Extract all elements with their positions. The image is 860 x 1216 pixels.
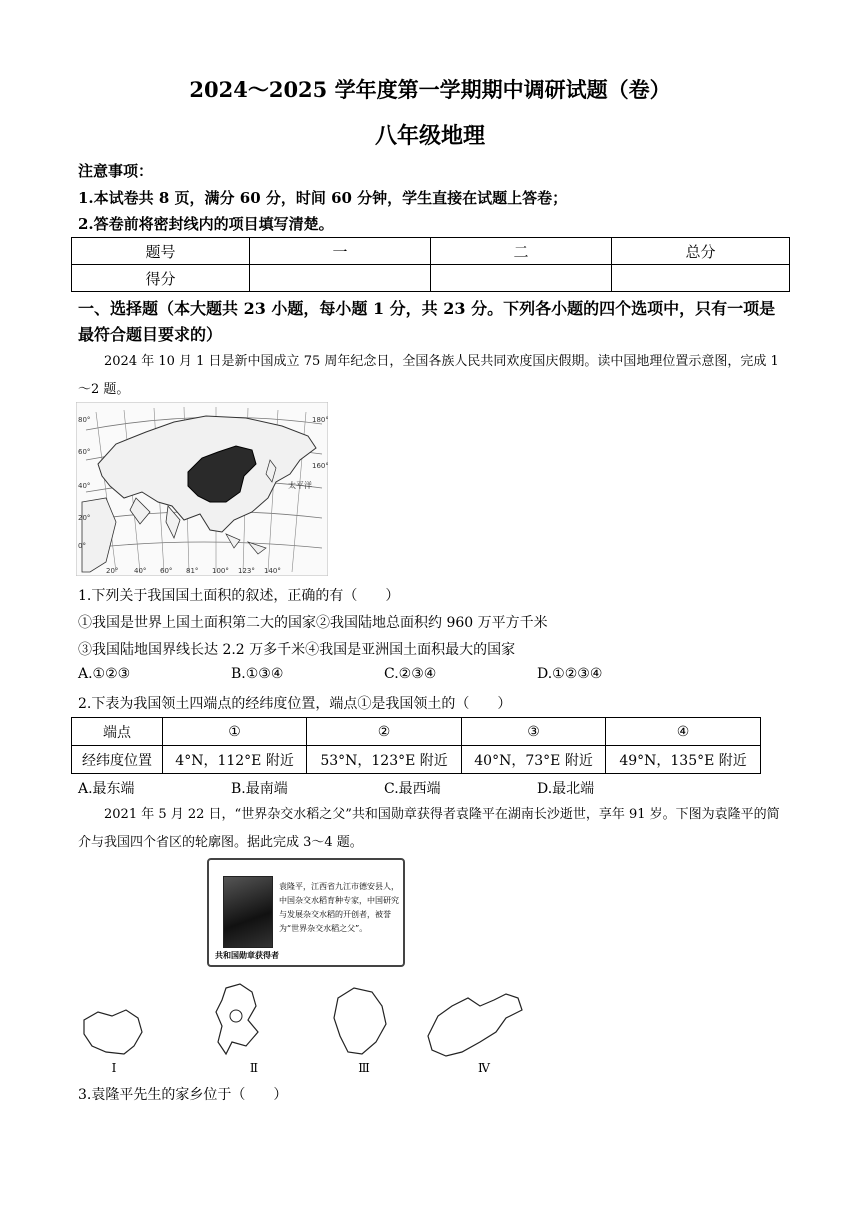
province-outlines: [76, 976, 566, 1076]
q1-options: [78, 666, 718, 682]
note-item-1: 1.本试卷共 8 页，满分 60 分，时间 60 分钟，学生直接在试题上答卷；: [78, 189, 568, 207]
province-outline-3: [334, 988, 386, 1054]
extreme-points-table: [71, 717, 761, 774]
province-outline-2-inner: [230, 1010, 242, 1022]
passage-1: 2024 年 10 月 1 日是新中国成立 75 周年纪念日，全国各族人民共同欢度国庆假期。读中国地理位置示意图，完成 1～2 题。: [78, 354, 779, 397]
passage-2: 2021 年 5 月 22 日，“世界杂交水稻之父”共和国勋章获得者袁隆平在湖南长沙逝世，享年 91 岁。下图为袁隆平的简介与我国四个省区的轮廓图。据此完成 3～4 题。: [78, 807, 780, 850]
coords-header-3: ③: [461, 718, 605, 746]
score-header-part1: 一: [250, 238, 431, 265]
profile-caption: 共和国勋章获得者: [215, 951, 279, 960]
lon-bottom-140: 140°: [264, 567, 281, 575]
portrait-photo: [223, 876, 273, 948]
q3-stem: 3.袁隆平先生的家乡位于（ ）: [78, 1087, 288, 1103]
score-cell-total[interactable]: [612, 265, 790, 292]
score-cell-part1[interactable]: [250, 265, 431, 292]
profile-text: 袁隆平，江西省九江市德安县人，中国杂交水稻育种专家，中国研究与发展杂交水稻的开创者，被誉为“世界杂交水稻之父”。: [279, 882, 399, 933]
province-label-1: Ⅰ: [111, 1061, 117, 1075]
coords-row-label: 经纬度位置: [72, 746, 163, 774]
q1-stem: 1.下列关于我国国土面积的叙述，正确的有（ ）: [78, 588, 400, 604]
province-outline-1: [84, 1010, 142, 1054]
province-label-4: Ⅳ: [478, 1061, 490, 1075]
q2-option-a[interactable]: A.最东端: [78, 781, 135, 797]
lon-bottom-60: 60°: [160, 567, 173, 575]
q1-option-a[interactable]: A.①②③: [78, 666, 131, 682]
china-location-map: [76, 402, 328, 576]
q2-option-d[interactable]: D.最北端: [537, 781, 595, 797]
province-label-2: Ⅱ: [249, 1061, 259, 1075]
ocean-label: 太平洋: [288, 481, 312, 490]
q2-option-b[interactable]: B.最南端: [231, 781, 288, 797]
lon-label-180: 180°: [312, 416, 328, 424]
coords-header-label: 端点: [72, 718, 163, 746]
score-header-question: 题号: [72, 238, 250, 265]
lat-label-60: 60°: [78, 448, 91, 456]
lon-bottom-40: 40°: [134, 567, 147, 575]
lon-bottom-123: 123°: [238, 567, 255, 575]
score-cell-part2[interactable]: [431, 265, 612, 292]
lat-label-80: 80°: [78, 416, 91, 424]
q1-option-c[interactable]: C.②③④: [384, 666, 437, 682]
q1-option-d[interactable]: D.①②③④: [537, 666, 603, 682]
score-header-total: 总分: [612, 238, 790, 265]
q1-line2: ③我国陆地国界线长达 2.2 万多千米④我国是亚洲国土面积最大的国家: [78, 642, 516, 658]
coords-header-4: ④: [606, 718, 761, 746]
section-heading: 一、选择题（本大题共 23 小题，每小题 1 分，共 23 分。下列各小题的四个选项中，只有一项是最符合题目要求的）: [78, 299, 776, 344]
score-table: [71, 237, 790, 292]
coords-header-1: ①: [163, 718, 307, 746]
score-header-part2: 二: [431, 238, 612, 265]
notes-heading: 注意事项：: [78, 162, 154, 180]
province-label-3: Ⅲ: [358, 1061, 370, 1075]
profile-card: [207, 858, 405, 967]
exam-subtitle: 八年级地理: [374, 123, 485, 149]
lat-label-40: 40°: [78, 482, 91, 490]
lon-bottom-100: 100°: [212, 567, 229, 575]
q2-option-c[interactable]: C.最西端: [384, 781, 441, 797]
coords-cell-1: 4°N，112°E 附近: [163, 746, 307, 774]
q2-stem: 2.下表为我国领土四端点的经纬度位置，端点①是我国领土的（ ）: [78, 696, 512, 712]
coords-cell-4: 49°N，135°E 附近: [606, 746, 761, 774]
lat-label-20: 20°: [78, 514, 91, 522]
coords-cell-2: 53°N，123°E 附近: [307, 746, 462, 774]
score-row-label: 得分: [72, 265, 250, 292]
lon-bottom-81: 81°: [186, 567, 199, 575]
coords-cell-3: 40°N，73°E 附近: [461, 746, 605, 774]
q2-options: [78, 778, 718, 798]
province-outline-2: [216, 984, 258, 1054]
note-item-2: 2.答卷前将密封线内的项目填写清楚。: [78, 215, 334, 233]
map-figure: [76, 402, 328, 576]
coords-header-2: ②: [307, 718, 462, 746]
q1-line1: ①我国是世界上国土面积第二大的国家②我国陆地总面积约 960 万平方千米: [78, 615, 548, 631]
lat-label-0: 0°: [78, 542, 86, 550]
province-outlines-figure: [76, 976, 566, 1076]
lon-bottom-20: 20°: [106, 567, 119, 575]
exam-title: 2024～2025 学年度第一学期期中调研试题（卷）: [189, 77, 671, 102]
q1-option-b[interactable]: B.①③④: [231, 666, 284, 682]
lon-label-160: 160°: [312, 462, 328, 470]
province-outline-4: [428, 994, 522, 1056]
